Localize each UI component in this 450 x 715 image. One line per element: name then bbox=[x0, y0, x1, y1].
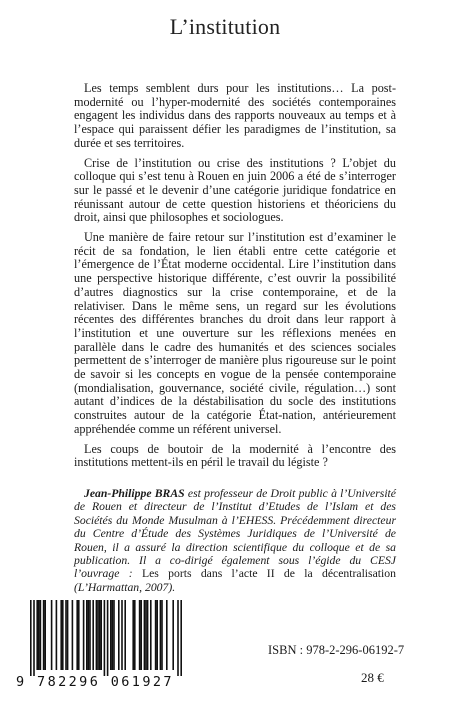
barcode-bar bbox=[124, 600, 126, 670]
barcode-bar bbox=[145, 600, 147, 670]
barcode-bar bbox=[172, 600, 174, 670]
price: 28 € bbox=[361, 670, 384, 685]
barcode-bar bbox=[121, 600, 123, 670]
barcode-bar bbox=[118, 600, 120, 670]
barcode-bars bbox=[16, 600, 194, 676]
barcode-bar bbox=[97, 600, 99, 670]
related-book-publisher: (L’Harmattan, 2007). bbox=[74, 580, 176, 594]
barcode-bar bbox=[44, 600, 46, 670]
barcode-bar bbox=[161, 600, 163, 670]
barcode-bar bbox=[132, 600, 134, 670]
barcode-bar bbox=[86, 600, 88, 670]
barcode-bar bbox=[112, 600, 114, 670]
related-book-title: Les ports dans l’acte II de la décentralisation bbox=[141, 567, 396, 581]
barcode-bar bbox=[156, 600, 158, 670]
barcode-bar bbox=[134, 600, 136, 670]
barcode-bar bbox=[67, 600, 69, 670]
barcode-bar bbox=[99, 600, 101, 670]
blurb bbox=[74, 82, 396, 476]
barcode-bar bbox=[177, 600, 179, 676]
barcode-bar bbox=[92, 600, 94, 670]
barcode-bar bbox=[100, 600, 102, 670]
barcode-bar bbox=[72, 600, 74, 670]
barcode-bar bbox=[40, 600, 42, 670]
barcode-bar bbox=[140, 600, 142, 670]
author-bio-text: est professeur de Droit public à l’Université de Rouen et directeur de l’Institut d’Etudes de l’Islam et des Sociétés du Monde Musulman à l’EHESS. Précédemment directeur du Centre d’Étude des Systèmes Juridiques de l’Université de Rouen, il a assuré la direction scientifique du colloque et de sa publication. Il a co-dirigé également sous l’égide du CESJ l’ouvrage : bbox=[74, 487, 396, 581]
barcode-bar bbox=[76, 600, 78, 670]
barcode-bar bbox=[60, 600, 62, 670]
barcode-bar bbox=[65, 600, 67, 670]
book-title: L’institution bbox=[169, 14, 281, 39]
isbn: ISBN : 978-2-296-06192-7 bbox=[268, 643, 405, 657]
barcode-bar bbox=[36, 600, 38, 670]
barcode-bar bbox=[144, 600, 146, 670]
barcode-bar bbox=[83, 600, 85, 670]
barcode-bar bbox=[56, 600, 58, 670]
barcode-bar bbox=[110, 600, 112, 670]
barcode-bar bbox=[107, 600, 109, 676]
barcode-bar bbox=[30, 600, 32, 676]
barcode-bar bbox=[113, 600, 115, 670]
blurb-paragraph: Les temps semblent durs pour les institutions… La post-modernité ou l’hyper-modernité des sociétés contemporaines engagent les individus dans des rapports nouveaux au temps et à l’espace qui paraissent défier les paradigmes de l’institution, sa durée et ses territoires. bbox=[74, 81, 396, 150]
author-bio bbox=[74, 487, 396, 594]
barcode-bar bbox=[166, 600, 168, 670]
blurb-paragraph: Une manière de faire retour sur l’institution est d’examiner le récit de sa fondation, le lien établi entre cette catégorie et l’émergence de l’État moderne occidental. Lire l’institution dans une perspective historique différente, c’est ouvrir la possibilité d’autres diagnostics sur la crise contemporaine, et de la relativiser. Dans le même sens, un regard sur les évolutions récentes des différentes branches du droit dans leur rapport à l’institution et une ouverture sur les réflexions menées en parallèle dans le cadre des humanités et des sciences sociales permettent de s’interroger de manière plus rigoureuse sur le point de savoir si les concepts en vogue de la pensée contemporaine (mondialisation, gouvernance, société civile, régulation…) sont autant d’indices de la déstabilisation du socle des institutions construites autour de la catégorie État-nation, antérieurement appréhendée comme un référent universel. bbox=[74, 230, 396, 436]
barcode-bar bbox=[104, 600, 106, 676]
barcode-bar bbox=[38, 600, 40, 670]
barcode-bar bbox=[43, 600, 45, 670]
barcode-bar bbox=[155, 600, 157, 670]
barcode-bar bbox=[150, 600, 152, 670]
author-name: Jean-Philippe BRAS bbox=[84, 487, 185, 500]
barcode-bar bbox=[160, 600, 162, 670]
barcode-bar bbox=[51, 600, 53, 670]
blurb-paragraph: Les coups de boutoir de la modernité à l’encontre des institutions mettent-ils en péril le travail du légiste ? bbox=[74, 441, 396, 470]
barcode bbox=[16, 600, 194, 692]
barcode-bar bbox=[62, 600, 64, 670]
barcode-bar bbox=[89, 600, 91, 670]
barcode-bar bbox=[88, 600, 90, 670]
barcode-bar bbox=[147, 600, 149, 670]
barcode-bar bbox=[33, 600, 35, 676]
blurb-paragraph: Crise de l’institution ou crise des institutions ? L’objet du colloque qui s’est tenu à Rouen en juin 2006 a été de s’interroger sur le passé et le devenir d’une catégorie juridique fondatrice en réunissant autour de cette question historiens et théoriciens du droit, ainsi que philosophes et sociologues. bbox=[74, 155, 396, 225]
barcode-bar bbox=[78, 600, 80, 670]
barcode-bar bbox=[96, 600, 98, 670]
barcode-digits: 9 782296 061927 bbox=[16, 674, 174, 690]
barcode-bar bbox=[139, 600, 141, 670]
barcode-bar bbox=[180, 600, 182, 676]
